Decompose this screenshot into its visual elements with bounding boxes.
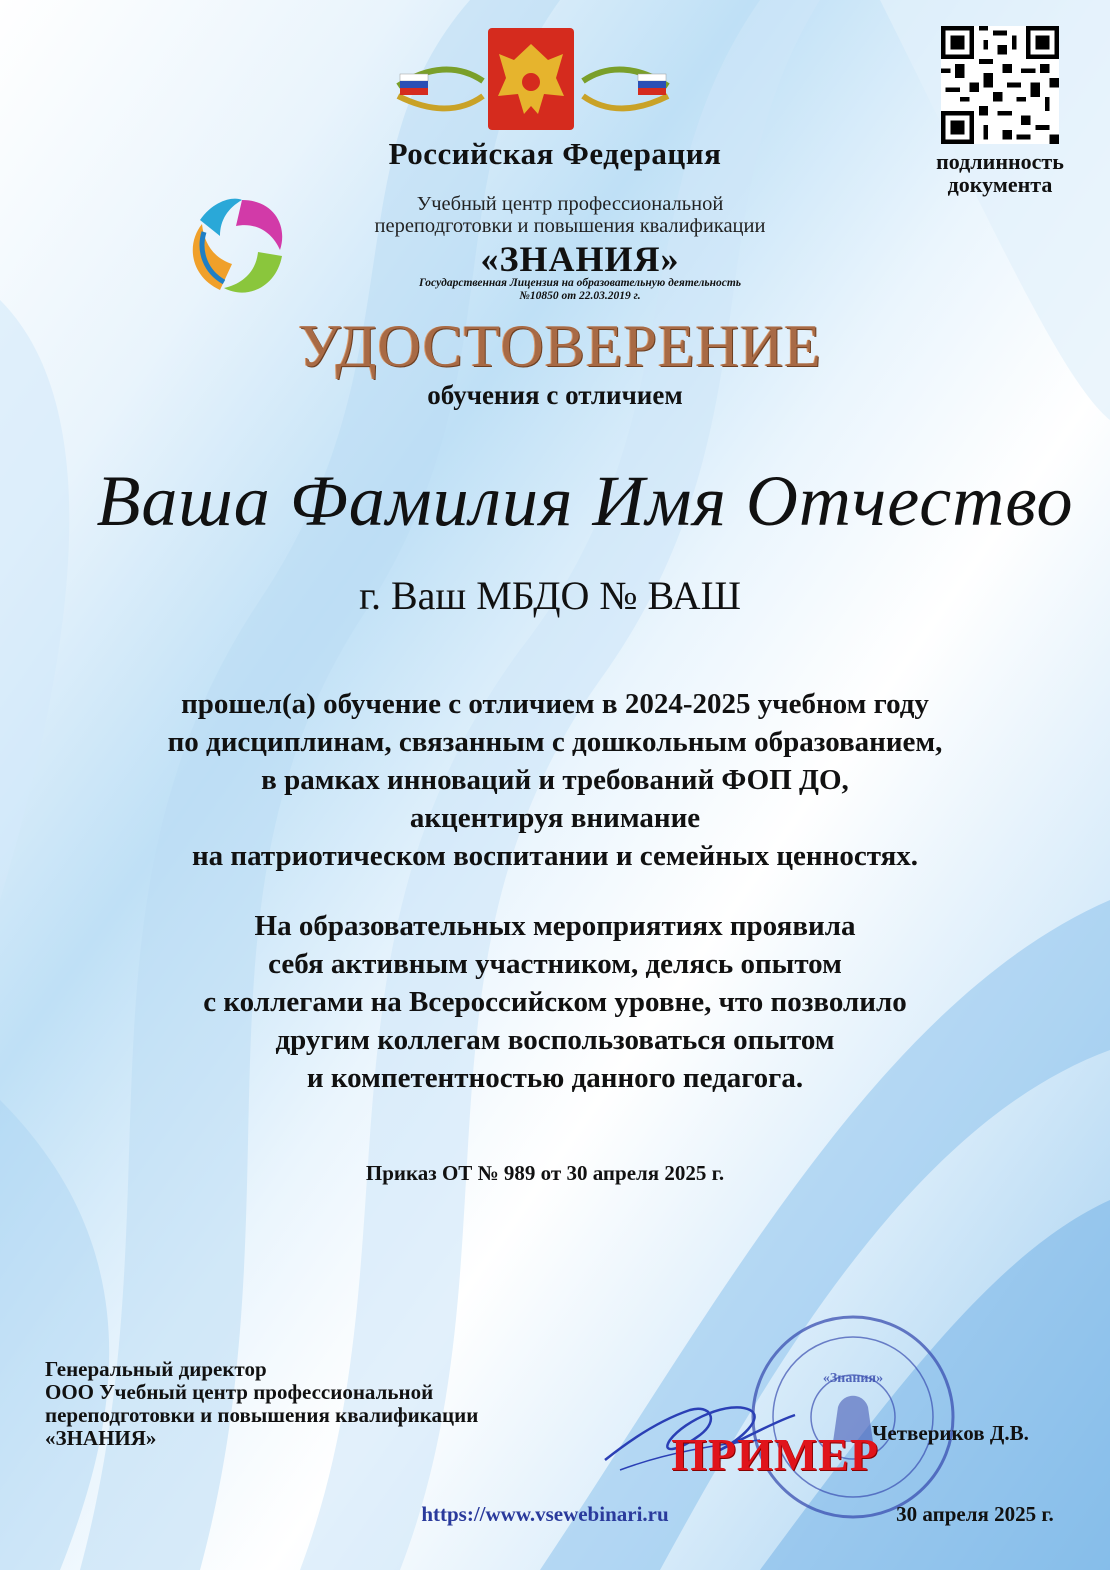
country-heading: Российская Федерация xyxy=(388,136,722,171)
document-title: УДОСТОВЕРЕНИЕ xyxy=(298,313,822,379)
license-line-2: №10850 от 22.03.2019 г. xyxy=(519,290,641,302)
org-description-line-2: переподготовки и повышения квалификации xyxy=(374,215,766,237)
recipient-place: г. Ваш МБДО № ВАШ xyxy=(359,573,741,618)
signer-name: Четвериков Д.В. xyxy=(872,1421,1029,1445)
paragraph-1-line: по дисциплинам, связанным с дошкольным образованием, xyxy=(167,726,943,758)
paragraph-1-line: акцентируя внимание xyxy=(409,802,701,834)
org-name: «ЗНАНИЯ» xyxy=(480,239,680,279)
stamp-center-text: «Знания» xyxy=(822,1371,884,1386)
director-line: переподготовки и повышения квалификации xyxy=(45,1403,479,1427)
russian-coat-of-arms-icon xyxy=(388,26,678,136)
paragraph-1-line: на патриотическом воспитании и семейных ценностях. xyxy=(191,840,919,872)
paragraph-2-line: с коллегами на Всероссийском уровне, что позволило xyxy=(203,986,907,1018)
license-line-1: Государственная Лицензия на образовательную деятельность xyxy=(418,277,742,289)
sample-watermark: ПРИМЕР xyxy=(671,1429,879,1480)
paragraph-2-line: себя активным участником, делясь опытом xyxy=(268,948,842,980)
issue-date: 30 апреля 2025 г. xyxy=(896,1502,1054,1526)
swirl-logo-icon xyxy=(184,192,294,304)
website-link[interactable]: https://www.vsewebinari.ru xyxy=(421,1502,669,1526)
paragraph-1-line: в рамках инноваций и требований ФОП ДО, xyxy=(261,764,849,796)
paragraph-2-line: На образовательных мероприятиях проявила xyxy=(254,910,856,942)
paragraph-2-line: и компетентностью данного педагога. xyxy=(306,1062,804,1094)
recipient-name: Ваша Фамилия Имя Отчество xyxy=(96,461,1074,541)
director-block xyxy=(45,1358,645,1450)
paragraph-1-line: прошел(а) обучение с отличием в 2024-2025 учебном году xyxy=(181,688,929,720)
org-description-line-1: Учебный центр профессиональной xyxy=(416,193,724,215)
qr-caption: подлинность документа xyxy=(936,149,1064,197)
paragraph-2-line: другим коллегам воспользоваться опытом xyxy=(275,1024,835,1056)
body-paragraph-2 xyxy=(60,907,1050,1097)
document-subtitle: обучения с отличием xyxy=(427,380,683,410)
director-line: «ЗНАНИЯ» xyxy=(45,1426,157,1450)
qr-code-icon xyxy=(940,26,1060,144)
order-reference: Приказ ОТ № 989 от 30 апреля 2025 г. xyxy=(365,1161,725,1185)
body-paragraph-1 xyxy=(60,685,1050,875)
director-line: Генеральный директор xyxy=(45,1357,267,1381)
director-line: ООО Учебный центр профессиональной xyxy=(45,1380,434,1404)
